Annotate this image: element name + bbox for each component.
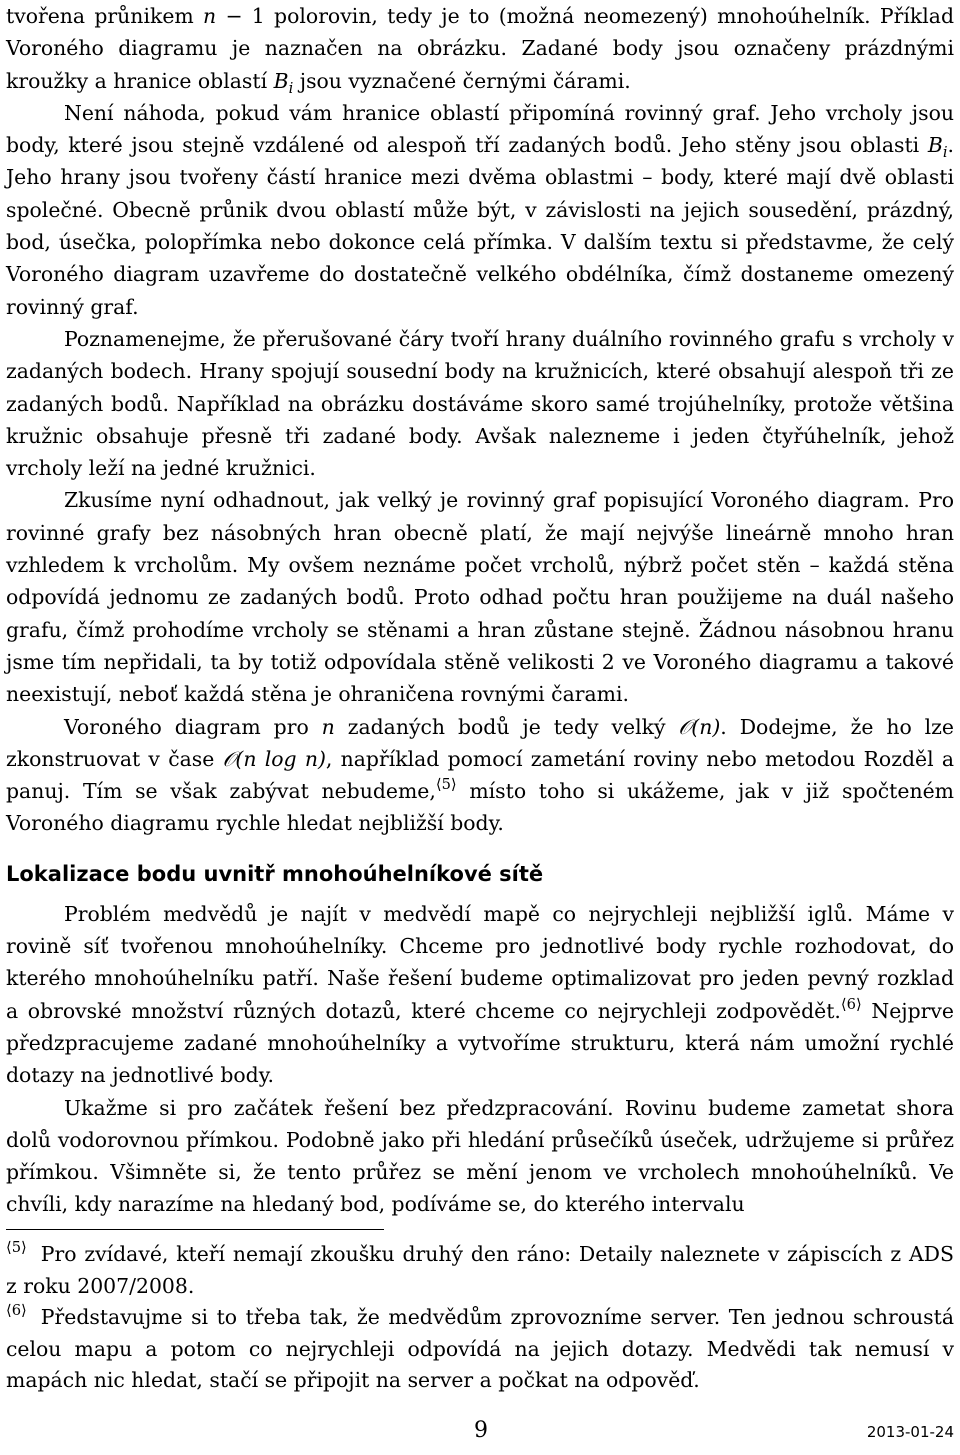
footnote-mark: ⟨5⟩ <box>6 1239 27 1257</box>
footnote <box>6 1302 954 1397</box>
math-text: n <box>321 714 335 739</box>
document-page <box>6 0 954 1455</box>
math-symbol <box>223 747 326 771</box>
footnote-text: Pro zvídavé, kteří nemají zkoušku druhý den ráno: Detaily naleznete v zápiscích z ADS z roku 2007/2008. <box>6 1242 954 1298</box>
text-run: místo toho si ukážeme, jak v již spočteném Voroného diagramu rychle hledat nejbližší body. <box>6 779 954 836</box>
page-date: 2013-01-24 <box>866 1423 954 1441</box>
math-subscript: i <box>942 144 948 162</box>
text-run: Problém medvědů je najít v medvědí mapě co nejrychleji nejbližší iglů. Máme v rovině síť tvořenou mnohoúhelníky. Chceme pro jednotlivé body rychle rozhodovat, do kterého mnohoúhelníku patří. Naše řešení budeme optimalizovat pro jeden pevný rozklad a obrovské množství různých dotazů, které chceme co nejrychleji zodpovědět. <box>6 901 954 1023</box>
math-text: 𝒪(n log n) <box>222 746 326 771</box>
paragraph <box>6 711 954 840</box>
footnote-text: Představujme si to třeba tak, že medvědům zprovozníme server. Ten jednou schroustá celou mapu a potom co nejrychleji odpovídá na jejich dotazy. Medvědi tak nemusí v mapách nic hledat, stačí se připojit na server a počkat na odpověď. <box>6 1305 954 1392</box>
text-run: − 1 polorovin, tedy je to (možná neomezený) mnohoúhelník. Příklad Voroného diagramu je naznačen na obrázku. Zadané body jsou označeny prázdnými kroužky a hranice oblastí <box>6 4 955 93</box>
main-text <box>6 0 954 840</box>
footnote-rule <box>6 1229 384 1230</box>
paragraph <box>6 898 954 1092</box>
text-run: , například pomocí zametání roviny nebo metodou Rozděl a panuj. Tím se však zabývat nebudeme, <box>6 746 954 804</box>
text-run: Není náhoda, pokud vám hranice oblastí připomíná rovinný graf. Jeho vrcholy jsou body, které jsou stejně vzdálené od alespoň tří zadaných bodů. Jeho stěny jsou oblasti <box>6 100 954 158</box>
math-text: 𝒪(n) <box>678 714 721 739</box>
paragraph <box>6 323 954 484</box>
text-run: jsou vyznačené černými čárami. <box>293 68 631 93</box>
text-run: tvořena průnikem <box>6 4 204 28</box>
math-text: B <box>927 133 943 158</box>
math-symbol <box>927 133 948 162</box>
math-text: B <box>273 68 289 93</box>
math-symbol <box>322 715 335 739</box>
text-run: Ukažme si pro začátek řešení bez předzpracování. Rovinu budeme zametat shora dolů vodorovnou přímkou. Podobně jako při hledání průsečíků úseček, udržujeme si průřez přímkou. Všimněte si, že tento průřez se mění jenom ve vrcholech mnohoúhelníků. Ve chvíli, kdy narazíme na hledaný bod, podíváme se, do kterého intervalu <box>6 1095 954 1217</box>
section-heading: Lokalizace bodu uvnitř mnohoúhelníkové sítě <box>6 861 544 886</box>
text-run: Poznamenejme, že přerušované čáry tvoří hrany duálního rovinného grafu s vrcholy v zadaných bodech. Hrany spojují sousední body na kružnicích, které obsahují alespoň tři ze zadaných bodů. Například na obrázku dostáváme skoro samé trojúhelníky, protože většina kružnic obsahuje přesně tři zadané body. Avšak nalezneme i jeden čtyřúhelník, jehož vrcholy leží na jedné kružnici. <box>6 326 954 481</box>
page-number: 9 <box>474 1418 488 1443</box>
math-text: n <box>203 4 217 28</box>
footnote-reference[interactable]: ⟨6⟩ <box>840 995 862 1013</box>
paragraph <box>6 0 954 97</box>
paragraph <box>6 1092 954 1221</box>
text-run: Zkusíme nyní odhadnout, jak velký je rovinný graf popisující Voroného diagram. Pro rovinné grafy bez násobných hran obecně platí, že mají nejvýše lineárně mnoho hran vzhledem k vrcholům. My ovšem neznáme počet vrcholů, nýbrž počet stěn – každá stěna odpovídá jednomu ze zadaných bodů. Proto odhad počtu hran použijeme na duál našeho grafu, čímž prohodíme vrcholy se stěnami a hran zůstane stejně. Žádnou násobnou hranu jsme tím nepřidali, ta by totiž odpovídala stěně velikosti 2 ve Voroného diagramu a takové neexistují, neboť každá stěna je ohraničena rovnými čarami. <box>6 488 954 707</box>
footnote <box>6 1239 954 1302</box>
footnote-mark: ⟨6⟩ <box>6 1302 27 1320</box>
math-symbol <box>678 715 720 739</box>
text-run: Voroného diagram pro <box>64 714 322 739</box>
math-symbol <box>203 4 216 28</box>
footnotes <box>6 1239 954 1397</box>
text-run: . Dodejme, že ho lze zkonstruovat v čase <box>6 714 954 771</box>
math-symbol <box>273 68 294 97</box>
paragraph <box>6 97 954 323</box>
section-text <box>6 898 954 1221</box>
footnote-reference[interactable]: ⟨5⟩ <box>435 776 457 794</box>
text-run: zadaných bodů je tedy velký <box>334 714 679 739</box>
text-run: Nejprve předzpracujeme zadané mnohoúhelníky a vytvoříme strukturu, která nám umožní rychlé dotazy na jednotlivé body. <box>6 998 954 1088</box>
math-subscript: i <box>288 79 294 97</box>
text-run: . Jeho hrany jsou tvořeny částí hranice mezi dvěma oblastmi – body, které mají dvě oblasti společné. Obecně průnik dvou oblastí může být, v závislosti na jejich sousedění, prázdný, bod, úsečka, polopřímka nebo dokonce celá přímka. V dalším textu si představme, že celý Voroného diagram uzavřeme do dostatečně velkého obdélníka, čímž dostaneme omezený rovinný graf. <box>6 133 954 319</box>
paragraph <box>6 484 954 710</box>
